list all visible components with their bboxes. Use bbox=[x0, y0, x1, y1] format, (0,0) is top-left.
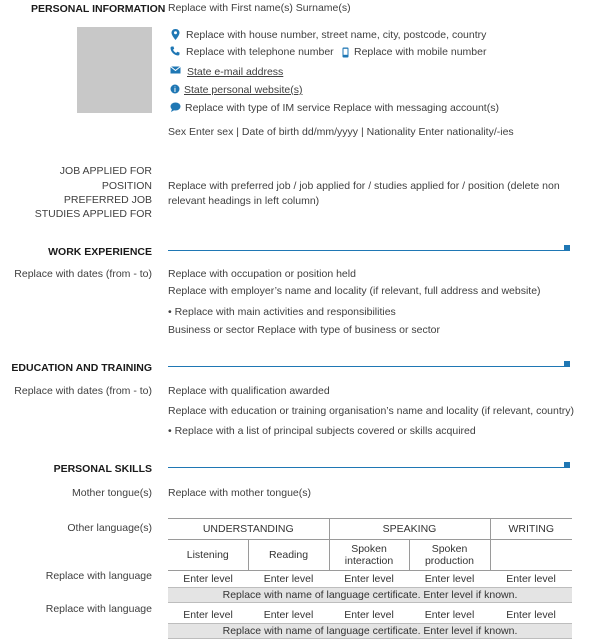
level-cell: Enter level bbox=[424, 573, 475, 585]
email-icon bbox=[169, 66, 181, 78]
section-divider bbox=[168, 250, 566, 251]
work-activities: • Replace with main activities and responsibilities bbox=[168, 306, 396, 318]
section-divider bbox=[168, 467, 566, 468]
level-cell: Enter level bbox=[344, 609, 394, 621]
personal-details: Sex Enter sex | Date of birth dd/mm/yyyy | Nationality Enter nationality/-ies bbox=[168, 126, 514, 138]
job-applied-line2: relevant headings in left column) bbox=[168, 195, 320, 207]
location-icon bbox=[169, 29, 181, 41]
level-cell: Enter level bbox=[344, 573, 394, 585]
im-account: Replace with type of IM service Replace with messaging account(s) bbox=[185, 102, 499, 114]
photo-placeholder bbox=[77, 27, 152, 113]
job-applied-label: JOB APPLIED FOR bbox=[59, 165, 152, 177]
speaking-header: SPEAKING bbox=[329, 519, 490, 540]
education-dates: Replace with dates (from - to) bbox=[14, 385, 152, 397]
writing-header: WRITING bbox=[490, 519, 572, 540]
language-label: Replace with language bbox=[45, 570, 152, 582]
education-title: EDUCATION AND TRAINING bbox=[11, 362, 152, 374]
address: Replace with house number, street name, city, postcode, country bbox=[186, 29, 487, 41]
language-skills-table bbox=[168, 518, 572, 639]
education-organisation: Replace with education or training organisation’s name and locality (if relevant, country) bbox=[168, 405, 575, 417]
website-link[interactable]: State personal website(s) bbox=[184, 84, 303, 96]
level-cell: Enter level bbox=[183, 609, 233, 621]
full-name: Replace with First name(s) Surname(s) bbox=[168, 2, 351, 14]
mobile: Replace with mobile number bbox=[354, 46, 487, 58]
work-experience-title: WORK EXPERIENCE bbox=[48, 246, 152, 258]
studies-applied-label: STUDIES APPLIED FOR bbox=[34, 208, 152, 220]
language-certificate: Replace with name of language certificate. Enter level if known. bbox=[168, 624, 572, 639]
job-applied-line1: Replace with preferred job / job applied for / studies applied for / position (delete non bbox=[168, 180, 560, 192]
writing-subheader bbox=[490, 540, 572, 571]
level-cell: Enter level bbox=[506, 573, 556, 585]
language-levels-row bbox=[168, 607, 572, 624]
position-label: POSITION bbox=[101, 180, 152, 192]
mobile-icon bbox=[342, 47, 350, 58]
email-link[interactable]: State e-mail address bbox=[187, 66, 284, 78]
language-levels-row bbox=[168, 571, 572, 588]
section-divider bbox=[168, 366, 566, 367]
education-subjects: • Replace with a list of principal subjects covered or skills acquired bbox=[168, 425, 476, 437]
mother-tongue-value: Replace with mother tongue(s) bbox=[168, 487, 311, 499]
phone-icon bbox=[169, 46, 181, 58]
mother-tongue-label: Mother tongue(s) bbox=[72, 487, 152, 499]
work-employer: Replace with employer’s name and locality (if relevant, full address and website) bbox=[168, 285, 541, 297]
reading-header: Reading bbox=[248, 540, 329, 571]
section-marker bbox=[564, 245, 570, 251]
svg-text:i: i bbox=[174, 86, 176, 94]
spoken-production-header: Spoken production bbox=[409, 540, 490, 571]
other-languages-label: Other language(s) bbox=[67, 522, 152, 534]
section-marker bbox=[564, 361, 570, 367]
level-cell: Enter level bbox=[424, 609, 475, 621]
language-certificate: Replace with name of language certificate. Enter level if known. bbox=[168, 588, 572, 603]
work-dates: Replace with dates (from - to) bbox=[14, 268, 152, 280]
level-cell: Enter level bbox=[263, 573, 314, 585]
preferred-job-label: PREFERRED JOB bbox=[63, 194, 152, 206]
section-marker bbox=[564, 462, 570, 468]
level-cell: Enter level bbox=[263, 609, 314, 621]
understanding-header: UNDERSTANDING bbox=[168, 519, 329, 540]
listening-header: Listening bbox=[168, 540, 248, 571]
website-icon bbox=[169, 84, 181, 96]
language-label: Replace with language bbox=[45, 603, 152, 615]
level-cell: Enter level bbox=[506, 609, 556, 621]
work-business: Business or sector Replace with type of business or sector bbox=[168, 324, 440, 336]
spoken-interaction-header: Spoken interaction bbox=[329, 540, 409, 571]
telephone: Replace with telephone number bbox=[186, 46, 334, 58]
im-icon bbox=[169, 102, 181, 114]
personal-skills-title: PERSONAL SKILLS bbox=[53, 463, 152, 475]
personal-info-title: PERSONAL INFORMATION bbox=[31, 3, 166, 15]
education-qualification: Replace with qualification awarded bbox=[168, 385, 330, 397]
level-cell: Enter level bbox=[183, 573, 233, 585]
work-occupation: Replace with occupation or position held bbox=[168, 268, 356, 280]
